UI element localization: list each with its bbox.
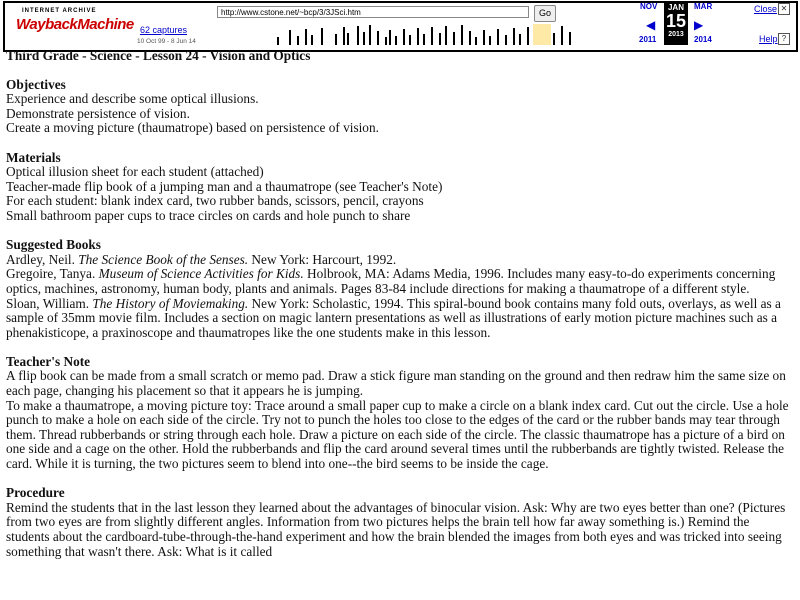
help-link[interactable]: Help <box>759 34 778 44</box>
wayback-logo[interactable] <box>8 6 134 42</box>
prev-year-label[interactable]: 2011 <box>639 35 657 44</box>
captures-range: 10 Oct 99 - 8 Jun 14 <box>137 38 196 45</box>
sparkline-bar <box>343 27 345 45</box>
material-line: Optical illusion sheet for each student (attached) <box>6 164 264 180</box>
prev-capture-arrow-icon[interactable]: ◀ <box>646 18 656 32</box>
sparkline-bar <box>321 28 323 45</box>
objective-line: Demonstrate persistence of vision. <box>6 105 190 121</box>
objectives-section <box>6 78 796 136</box>
sparkline-bar <box>409 35 411 45</box>
sparkline-bar <box>335 34 337 45</box>
materials-section <box>6 151 796 224</box>
book-title: The History of Moviemaking. <box>92 295 249 311</box>
logo-internet-archive: INTERNET ARCHIVE <box>22 8 97 14</box>
procedure-paragraph: Remind the students that in the last lesson they learned about the advantages of binocular vision. Ask: Why are two eyes better than one? (Pictures from two eyes are from slightly different angles. Information from two pictures helps the brain tell how far away something is.) Remind the students about the cardboard-tube-through-the-hand experiment and how the brain blended the images from both eyes and was tricked into seeing something that wasn't there. Ask: What is it called <box>6 499 786 559</box>
sparkline-bar <box>513 28 515 45</box>
sparkline-bar <box>423 34 425 45</box>
note-paragraph: To make a thaumatrope, a moving picture toy: Trace around a small paper cup to make a circle on a blank index card. Cut out the circle. Use a hole punch to make a hole on each side of the circle. Try not to punch the holes too close to the edges of the card or the rubber bands may tear through them. Thread rubberbands or string through each hole. Draw a picture on each side of the circle. The classic thaumatrope has a picture of a bird on one side and a cage on the other. Hold the rubberbands and flip the card around several times until the rubberbands are tightly twisted. Release the card. While it is turning, the two pictures seem to blend into one--the bird seems to be inside the cage. <box>6 397 789 472</box>
close-icon[interactable]: ✕ <box>778 3 790 15</box>
go-button[interactable]: Go <box>534 5 556 22</box>
materials-heading: Materials <box>6 149 61 165</box>
sparkline-bar <box>347 33 349 45</box>
sparkline-bar <box>519 34 521 45</box>
sparkline-bar <box>289 30 291 45</box>
objective-line: Experience and describe some optical illusions. <box>6 91 259 107</box>
sparkline-bar <box>389 30 391 45</box>
sparkline-bar <box>417 28 419 45</box>
help-icon[interactable]: ? <box>778 33 790 45</box>
material-line: Teacher-made flip book of a jumping man and a thaumatrope (see Teacher's Note) <box>6 178 443 194</box>
current-month: JAN <box>667 3 684 12</box>
sparkline-bar <box>527 27 529 45</box>
sparkline-bar <box>311 35 313 45</box>
sparkline-bar <box>489 36 491 45</box>
captures-link[interactable]: 62 captures <box>140 25 188 35</box>
sparkline-bar <box>277 37 279 45</box>
sparkline-bar <box>369 25 371 45</box>
sparkline-bar <box>469 31 471 45</box>
material-line: For each student: blank index card, two rubber bands, scissors, pencil, crayons <box>6 193 424 209</box>
book-details: New York: Harcourt, 1992. <box>248 251 397 267</box>
sparkline-bar <box>305 29 307 45</box>
sparkline-bar <box>461 25 463 45</box>
sparkline-bar <box>357 26 359 45</box>
material-line: Small bathroom paper cups to trace circles on cards and hole punch to share <box>6 207 411 223</box>
capture-sparkline[interactable] <box>217 24 577 45</box>
sparkline-bar <box>569 32 571 45</box>
book-author: Gregoire, Tanya. <box>6 266 99 282</box>
book-entry <box>6 253 796 268</box>
sparkline-bar <box>553 33 555 45</box>
books-heading: Suggested Books <box>6 237 101 253</box>
book-title: Museum of Science Activities for Kids. <box>98 266 304 282</box>
book-entry <box>6 297 796 341</box>
logo-wayback-machine: WaybackMachine <box>16 16 134 33</box>
books-section <box>6 238 796 340</box>
sparkline-bar <box>505 35 507 45</box>
sparkline-bar <box>363 32 365 45</box>
page-title: Third Grade - Science - Lesson 24 - Vision and Optics <box>6 48 311 63</box>
sparkline-bar <box>475 37 477 45</box>
book-title: The Science Book of the Senses. <box>78 251 249 267</box>
current-day: 15 <box>665 11 687 31</box>
sparkline-bar <box>439 33 441 45</box>
next-capture-arrow-icon[interactable]: ▶ <box>694 18 704 32</box>
sparkline-bar <box>297 36 299 45</box>
book-author: Sloan, William. <box>6 295 93 311</box>
current-capture-date <box>664 1 688 45</box>
sparkline-bar <box>561 26 563 45</box>
book-details: Holbrook, MA: Adams Media, 1996. Includes many easy-to-do experiments concerning optics, machines, astronomy, human body, plants and animals. Pages 83-84 include directions for making a thaumatrope of a different style. <box>6 266 776 296</box>
procedure-heading: Procedure <box>6 485 65 501</box>
sparkline-bar <box>483 30 485 45</box>
teachers-note-section <box>6 355 796 472</box>
objectives-heading: Objectives <box>6 76 66 92</box>
book-details: New York: Scholastic, 1994. This spiral-bound book contains many fold outs, overlays, as well as a sample of 35mm movie film. Includes a section on magic lantern presentations as well as illustrations of early motion picture machines such as a phenakisticope, a praxinoscope and thaumatropes like the one students make in this lesson. <box>6 295 781 340</box>
current-year: 2013 <box>668 31 684 38</box>
url-input[interactable]: http://www.cstone.net/~bcp/3/3JSci.htm <box>217 6 529 18</box>
sparkline-bar <box>395 36 397 45</box>
sparkline-bar <box>453 32 455 45</box>
teachers-note-heading: Teacher's Note <box>6 353 91 369</box>
sparkline-bar <box>385 37 387 45</box>
sparkline-bar <box>497 29 499 45</box>
book-author: Ardley, Neil. <box>6 251 79 267</box>
sparkline-bar <box>377 31 379 45</box>
lesson-document <box>6 49 796 574</box>
note-paragraph: A flip book can be made from a small scratch or memo pad. Draw a stick figure man standing on the ground and then redraw him the same size on each page, changing his placement so that it appears he is jumping. <box>6 368 786 399</box>
wayback-toolbar <box>0 0 800 52</box>
sparkline-bar <box>445 26 447 45</box>
prev-month-label[interactable]: NOV <box>640 2 658 11</box>
next-month-label[interactable]: MAR <box>694 2 713 11</box>
sparkline-bar <box>431 27 433 45</box>
objective-line: Create a moving picture (thaumatrope) based on persistence of vision. <box>6 120 379 136</box>
close-link[interactable]: Close <box>754 4 778 14</box>
sparkline-current-year <box>533 24 551 45</box>
next-year-label[interactable]: 2014 <box>694 35 712 44</box>
procedure-section <box>6 486 796 559</box>
book-entry <box>6 267 796 296</box>
sparkline-bar <box>403 29 405 45</box>
